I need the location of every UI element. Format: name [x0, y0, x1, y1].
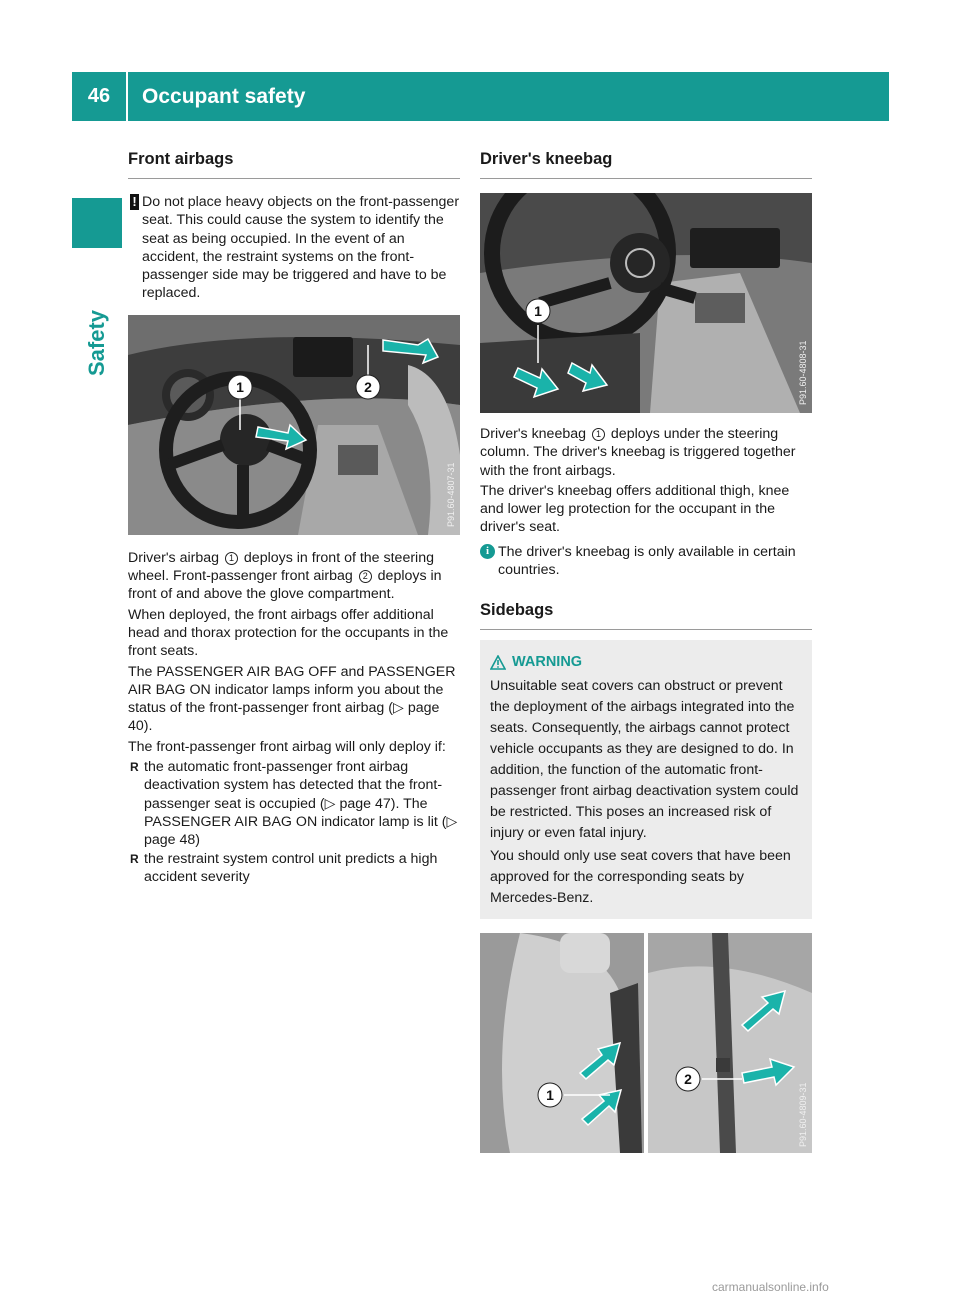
para-text: deploys in front of and above the glove compartment.	[128, 568, 442, 603]
bullet-text: the automatic front-passenger front airbag deactivation system has detected that the front-passenger seat is occupied	[144, 759, 443, 812]
warning-text-2: You should only use seat covers that have been approved for the corresponding seats by Mercedes-Benz.	[490, 848, 791, 907]
indicator-paragraph	[128, 663, 460, 736]
warning-text-1: Unsuitable seat covers can obstruct or prevent the deployment of the airbags integrated into the seats. Consequently, the airbags cannot protect vehicle occupants as they are designed to do. In addition, the function of the automatic front-passenger front airbag deactivation system could be restricted. This poses an increased risk of injury or even fatal injury.	[490, 678, 799, 842]
sidebags-image	[480, 933, 812, 1153]
callout-1-label: 1	[534, 303, 542, 319]
kneebag-heading: Driver's kneebag	[480, 150, 812, 179]
warning-box	[480, 640, 812, 919]
page-47-48-links[interactable]: (▷ page 47). The PASSENGER AIR BAG ON indicator lamp is lit (▷ page 48)	[144, 795, 458, 849]
callout-ref-1: 1	[225, 552, 238, 565]
para-text: deploys in front of the steering wheel. Front-passenger front airbag	[128, 549, 434, 585]
list-item	[128, 850, 460, 887]
info-note	[480, 543, 812, 580]
callout-ref-2: 2	[359, 570, 372, 583]
callout-1-label: 1	[236, 378, 244, 395]
kneebag-image	[480, 193, 812, 413]
para-text: Driver's airbag	[128, 549, 220, 566]
image-code: P91.60-4807-31	[446, 462, 456, 527]
left-column	[128, 150, 460, 886]
section-marker	[72, 198, 122, 248]
kneebag-protection-paragraph: The driver's kneebag offers additional thigh, knee and lower leg protection for the occupant in the driver's seat.	[480, 482, 790, 536]
callout-ref-1: 1	[592, 428, 605, 441]
driver-airbag-paragraph	[128, 549, 460, 604]
callout-1-label: 1	[546, 1087, 554, 1104]
conditions-list	[128, 758, 460, 886]
front-airbags-image	[128, 315, 460, 535]
warning-title: WARNING	[512, 654, 583, 671]
bullet-icon: R	[130, 760, 139, 775]
para-text: The PASSENGER AIR BAG OFF and PASSENGER AIR BAG ON indicator lamps inform you about the status of the front-passenger front airbag	[128, 663, 456, 717]
callout-2-label: 2	[684, 1071, 692, 1088]
section-label: Safety	[84, 309, 109, 376]
deployment-paragraph: When deployed, the front airbags offer additional head and thorax protection for the occupants in the front seats.	[128, 606, 449, 660]
sidebags-heading: Sidebags	[480, 601, 812, 630]
bullet-icon: R	[130, 851, 139, 866]
kneebag-paragraph	[480, 425, 812, 480]
chapter-title: Occupant safety	[142, 85, 306, 108]
callout-2-label: 2	[364, 378, 372, 395]
exclamation-icon: !	[130, 194, 139, 210]
page-40-link[interactable]: (▷ page 40).	[128, 700, 440, 735]
caution-text: Do not place heavy objects on the front-passenger seat. This could cause the system to identify the seat as being occupied. In the event of an accident, the restraint systems on the front-passenger side may be triggered and have to be replaced.	[142, 194, 460, 302]
page-number: 46	[87, 85, 111, 107]
info-text: The driver's kneebag is only available in certain countries.	[498, 543, 796, 579]
para-text: Driver's kneebag	[480, 426, 587, 442]
bullet-text: the restraint system control unit predicts a high accident severity	[144, 850, 438, 885]
warning-triangle-icon	[490, 655, 506, 670]
image-code: P91.60-4808-31	[798, 340, 808, 405]
front-airbags-heading: Front airbags	[128, 150, 460, 179]
deploy-conditions-paragraph: The front-passenger front airbag will only deploy if:	[128, 738, 446, 755]
right-column	[480, 150, 812, 1153]
image-code: P91.60-4809-31	[798, 1082, 808, 1148]
page-header	[72, 72, 889, 121]
header-divider	[126, 72, 128, 121]
caution-note	[128, 193, 460, 303]
warning-title-row	[490, 654, 802, 670]
footer-watermark: carmanualsonline.info	[712, 1280, 829, 1294]
info-icon: i	[480, 544, 495, 559]
para-text: deploys under the steering column. The driver's kneebag is triggered together with the front airbags.	[480, 426, 796, 479]
list-item	[128, 758, 460, 849]
